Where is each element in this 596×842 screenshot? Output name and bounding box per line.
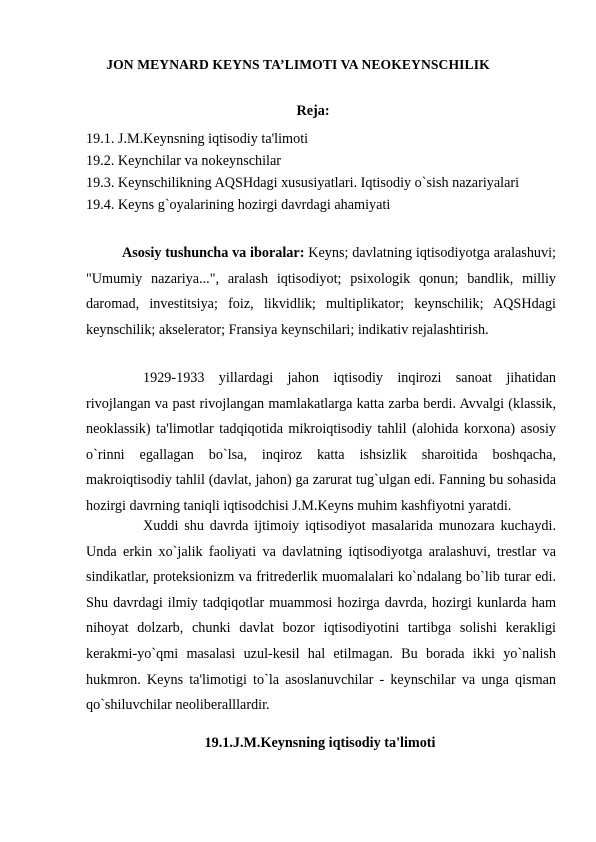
key-concepts-text: Keyns; davlatning iqtisodiyotga aralashuvi; "Umumiy nazariya...", aralash iqtisodiyot; psixologik qonun; bandlik, milliy daromad, investitsiya; foiz, likvidlik; multiplikator; keynschilik; AQSHdagi keynschilik; akselerator; Fransiya keynschilari; indikativ rejalashtirish.	[86, 245, 556, 338]
document-title: JON MEYNARD KEYNS TA’LIMOTI VA NEOKEYNSCHILIK	[106, 57, 490, 72]
section-heading: 19.1.J.M.Keynsning iqtisodiy ta'limoti	[204, 735, 436, 751]
plan-item: 19.3. Keynschilikning AQSHdagi xususiyatlari. Iqtisodiy o`sish nazariyalari	[86, 175, 520, 191]
plan-heading: Reja:	[296, 103, 330, 119]
key-concepts-label: Asosiy tushuncha va iboralar:	[122, 245, 305, 261]
plan-item: 19.1. J.M.Keynsning iqtisodiy ta'limoti	[86, 131, 309, 147]
plan-item: 19.4. Keyns g`oyalarining hozirgi davrdagi ahamiyati	[86, 197, 391, 213]
plan-list	[86, 130, 556, 218]
plan-item: 19.2. Keynchilar va nokeynschilar	[86, 153, 282, 169]
body-paragraph-2: Xuddi shu davrda ijtimoiy iqtisodiyot masalarida munozara kuchaydi. Unda erkin xo`jalik faoliyati va davlatning iqtisodiyotga aralashuvi, trestlar va sindikatlar, proteksionizm va fritrederlik muomalalari ko`ndalang bo`lib turar edi. Shu davrdagi ilmiy tadqiqotlar muammosi hozirga davrda, hozirgi kunlarda ham nihoyat dolzarb, chunki davlat bozor iqtisodiyotini tartibga solishi kerakligi kerakmi-yo`qmi masalasi uzul-kesil hal etilmagan. Bu borada ikki yo`nalish hukmron. Keyns ta'limotigi to`la asoslanuvchilar - keynschilar va unga qisman qo`shiluvchilar neoliberalllardir.	[86, 518, 556, 714]
key-concepts-paragraph	[86, 241, 556, 343]
body-paragraph-1: 1929-1933 yillardagi jahon iqtisodiy inqirozi sanoat jihatidan rivojlangan va past rivojlangan mamlakatlarga katta zarba berdi. Avvalgi (klassik, neoklassik) ta'limotlar tadqiqotida mikroiqtisodiy tahlil (alohida korxona) asosiy o`rinni egallagan bo`lsa, inqiroz katta ishsizlik sharoitida boshqacha, makroiqtisodiy tahlil (davlat, jahon) ga zarurat tug`ulgan edi. Fanning bu sohasida hozirgi davrning taniqli iqtisodchisi J.M.Keyns muhim kashfiyotni yaratdi.	[86, 370, 556, 514]
